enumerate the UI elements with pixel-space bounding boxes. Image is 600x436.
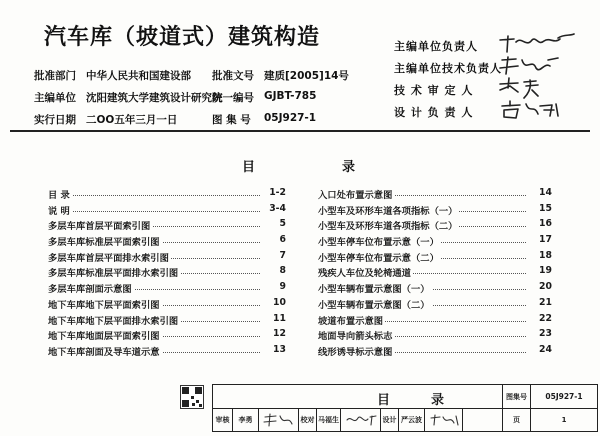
meta-value-approval-dept: 中华人民共和国建设部 — [86, 70, 191, 82]
meta-label-editor: 主编单位 — [34, 92, 76, 104]
toc-entry-page: 19 — [539, 265, 552, 277]
responsible-row — [394, 78, 594, 100]
toc-entry-page: 8 — [279, 265, 286, 277]
title-block-title-1: 目 — [377, 393, 391, 408]
toc-entry[interactable] — [318, 264, 552, 280]
responsible-label: 技 术 审 定 人 — [394, 84, 474, 97]
sheet-header — [6, 6, 594, 126]
toc-entry-page: 23 — [539, 328, 552, 340]
review-label: 审核 — [213, 409, 233, 431]
toc-entry-title: 地下车库地下层平面排水索引图 — [48, 313, 180, 327]
signature-image — [496, 32, 576, 56]
toc-entry[interactable] — [48, 249, 286, 265]
checker-signature — [341, 409, 381, 431]
toc-entry-title: 多层车库剖面示意图 — [48, 281, 134, 295]
toc-entry[interactable] — [318, 312, 552, 328]
header-divider — [10, 130, 590, 132]
responsible-label: 主编单位技术负责人 — [394, 62, 502, 75]
toc-entry[interactable] — [318, 202, 552, 218]
toc-entry-title: 残疾人车位及轮椅通道 — [318, 265, 413, 279]
title-block-title-2: 录 — [431, 393, 445, 408]
toc-entry-title: 小型车辆布置示意图（一） — [318, 281, 432, 295]
toc-entry-page: 18 — [539, 249, 552, 261]
toc-entry-page: 7 — [279, 249, 286, 261]
leader-dots — [48, 211, 260, 212]
signature-image — [496, 98, 576, 122]
atlas-number-value: 05J927-1 — [531, 385, 597, 409]
toc-entry-page: 13 — [273, 343, 286, 355]
toc-entry-title: 地下车库地下层平面索引图 — [48, 297, 162, 311]
toc-entry[interactable] — [48, 186, 286, 202]
designer-signature — [425, 409, 463, 431]
toc-entry[interactable] — [48, 312, 286, 328]
toc-entry[interactable] — [318, 249, 552, 265]
meta-label-effective-date: 实行日期 — [34, 114, 76, 126]
responsible-label: 设 计 负 责 人 — [394, 106, 474, 119]
meta-label-approval-dept: 批准部门 — [34, 70, 76, 82]
toc-entry-title: 小型车辆布置示意图（二） — [318, 297, 432, 311]
toc-entry-title: 说 明 — [48, 203, 72, 217]
toc-entry-page: 15 — [539, 202, 552, 214]
toc-entry-page: 16 — [539, 218, 552, 230]
toc-entry-page: 12 — [273, 328, 286, 340]
reviewer-signature — [259, 409, 299, 431]
designer-name: 严云波 — [399, 409, 425, 431]
toc-entry[interactable] — [318, 327, 552, 343]
page-label: 页 — [503, 409, 531, 431]
toc-entry-page: 22 — [539, 312, 552, 324]
responsible-row — [394, 56, 594, 78]
toc-entry-title: 目 录 — [48, 187, 72, 201]
meta-value-effective-date: 二OO五年三月一日 — [86, 114, 178, 126]
toc-column-left — [48, 186, 286, 359]
toc-entry[interactable] — [318, 233, 552, 249]
toc-entry[interactable] — [318, 296, 552, 312]
signature-image — [496, 54, 576, 78]
title-block-signoff-row — [213, 409, 597, 431]
toc-entry[interactable] — [318, 217, 552, 233]
toc-entry-page: 5 — [279, 218, 286, 230]
toc-entry-page: 10 — [273, 296, 286, 308]
meta-value-atlas-no: 05J927-1 — [264, 112, 317, 124]
toc-entry-title: 地面导向箭头标志 — [318, 328, 394, 342]
responsible-label: 主编单位负责人 — [394, 40, 478, 53]
toc-entry-title: 地下车库剖面及导车道示意 — [48, 344, 162, 358]
title-block-title — [213, 385, 503, 409]
toc-entry-title: 坡道布置示意图 — [318, 313, 385, 327]
meta-label-approval-no: 批准文号 — [212, 70, 254, 82]
toc-entry-page: 21 — [539, 296, 552, 308]
toc-entry-title: 多层车库首层平面排水索引图 — [48, 250, 171, 264]
toc-entry-title: 小型车停车位布置示意（一） — [318, 234, 441, 248]
signature-image — [428, 412, 462, 428]
checker-name: 马福生 — [317, 409, 341, 431]
responsible-row — [394, 100, 594, 122]
qr-code-icon — [180, 385, 204, 409]
leader-dots — [48, 195, 260, 196]
toc-entry-title: 多层车库标准层平面索引图 — [48, 234, 162, 248]
page-value: 1 — [561, 416, 567, 424]
toc-entry[interactable] — [48, 327, 286, 343]
meta-value-approval-no: 建质[2005]14号 — [264, 70, 349, 82]
toc-entry[interactable] — [318, 186, 552, 202]
toc-entry-page: 14 — [539, 187, 552, 198]
toc-entry-title: 线形诱导标示意图 — [318, 344, 394, 358]
toc-entry[interactable] — [48, 280, 286, 296]
meta-label-unified-no: 统一编号 — [212, 92, 254, 104]
toc-entry[interactable] — [48, 202, 286, 218]
toc-entry-title: 小型车及环形车道各项指标（一） — [318, 203, 459, 217]
responsible-row — [394, 34, 594, 56]
toc-heading-1: 目 — [242, 160, 256, 175]
signature-image — [262, 412, 296, 428]
toc-entry[interactable] — [48, 217, 286, 233]
page-title: 汽车库（坡道式）建筑构造 — [44, 25, 321, 50]
toc-entry-page: 1-2 — [269, 187, 286, 198]
toc-entry-page: 11 — [273, 312, 286, 324]
toc-heading-2: 录 — [342, 160, 356, 175]
design-label: 设计 — [381, 409, 399, 431]
toc-entry-title: 多层车库标准层平面排水索引图 — [48, 265, 180, 279]
reviewer-name: 李勇 — [233, 409, 259, 431]
toc-entry[interactable] — [48, 264, 286, 280]
signature-image — [496, 76, 576, 100]
toc-entry[interactable] — [48, 296, 286, 312]
toc-entry[interactable] — [48, 343, 286, 359]
toc-column-right — [318, 186, 552, 359]
empty-cell — [463, 409, 503, 431]
toc-entry-title: 入口处布置示意图 — [318, 187, 394, 201]
signature-image — [344, 412, 378, 428]
toc-entry-page: 3-4 — [269, 202, 286, 214]
toc-entry-title: 小型车停车位布置示意（二） — [318, 250, 441, 264]
toc-entry-title: 小型车及环形车道各项指标（二） — [318, 218, 459, 232]
check-label: 校对 — [299, 409, 317, 431]
toc-entry-page: 20 — [539, 281, 552, 293]
atlas-number-label: 图集号 — [503, 385, 531, 409]
toc-entry-page: 6 — [279, 234, 286, 246]
toc-entry[interactable] — [48, 233, 286, 249]
meta-value-editor: 沈阳建筑大学建筑设计研究院 — [86, 92, 223, 104]
toc-entry-page: 17 — [539, 234, 552, 246]
toc-entry-title: 多层车库首层平面索引图 — [48, 218, 152, 232]
toc-entry-page: 9 — [279, 281, 286, 293]
toc-entry-title: 地下车库地面层平面索引图 — [48, 328, 162, 342]
meta-value-unified-no: GJBT-785 — [264, 90, 317, 102]
toc-entry[interactable] — [318, 280, 552, 296]
title-block — [212, 384, 598, 432]
toc-entry-page: 24 — [539, 343, 552, 355]
toc-entry[interactable] — [318, 343, 552, 359]
meta-label-atlas-no: 图 集 号 — [212, 114, 251, 126]
